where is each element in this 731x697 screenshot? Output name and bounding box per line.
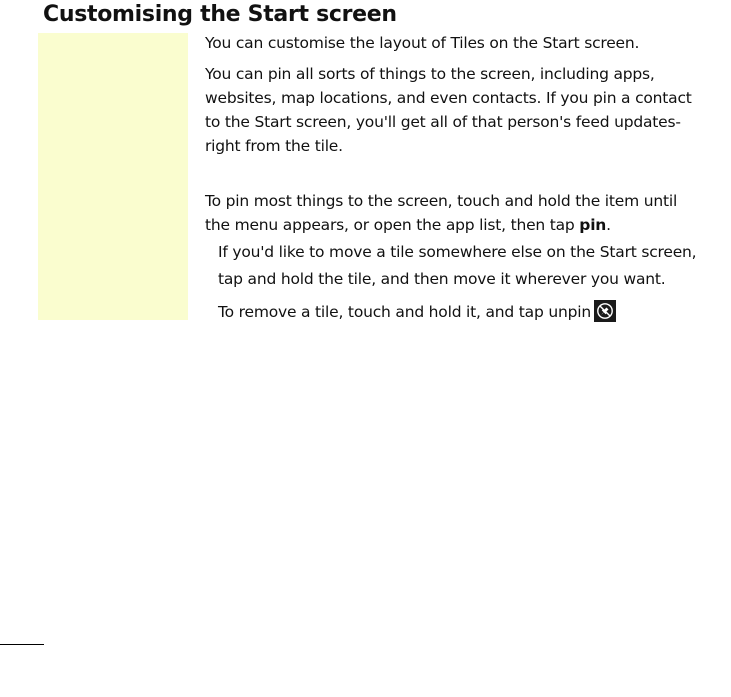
pin-how-text: To pin most things to the screen, touch and hold the item until the menu appears, or open the app list, then tap — [205, 192, 678, 234]
move-tile-note: If you'd like to move a tile somewhere else on the Start screen, tap and hold the tile, and then move it wherever you want. — [218, 243, 697, 288]
pin-how-suffix: . — [606, 216, 611, 234]
remove-tile-note — [218, 299, 700, 326]
footer-rule — [0, 644, 44, 645]
sidebar-note-box — [38, 33, 188, 320]
unpin-icon — [594, 300, 616, 322]
pin-keyword: pin — [579, 216, 607, 234]
page-title: Customising the Start screen — [43, 2, 397, 27]
pin-things-paragraph: You can pin all sorts of things to the screen, including apps, websites, map locations, and even contacts. If you pin a contact to the Start screen, you'll get all of that person's feed updates-right from the tile. — [205, 65, 692, 155]
intro-paragraph: You can customise the layout of Tiles on the Start screen. — [205, 34, 640, 52]
remove-tile-text: To remove a tile, touch and hold it, and tap unpin — [218, 303, 591, 321]
main-content — [205, 31, 700, 332]
pin-how-paragraph — [205, 189, 700, 237]
